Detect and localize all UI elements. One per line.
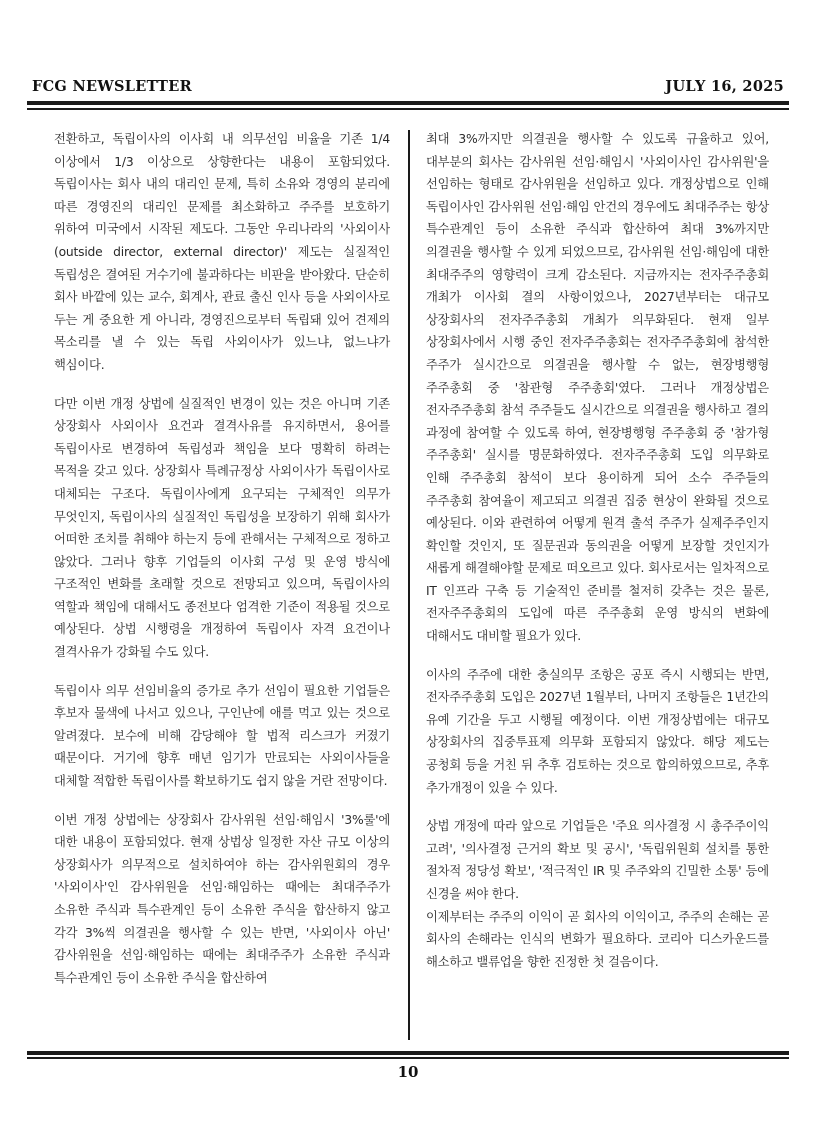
page-number: 10	[397, 1063, 419, 1081]
left-paragraph-4: 이번 개정 상법에는 상장회사 감사위원 선임·해임시 '3%룰'에 대한 내용이 포함되었다. 현재 상법상 일정한 자산 규모 이상의 상장회사가 의무적으로 설치하여야 하는 감사위원회의 경우 '사외이사'인 감사위원을 선임·해임하는 때에는 최대주주가 소유한 주식과 특수관계인 등이 소유한 주식을 합산하지 않고 각각 3%씩 의결권을 행사할 수 있는 반면, '사외이사 아닌' 감사위원을 선임·해임하는 때에는 최대주주가 소유한 주식과 특수관계인 등이 소유한 주식을 합산하여	[54, 812, 390, 985]
footer-rule-thick	[27, 1051, 789, 1055]
issue-date: JULY 16, 2025	[665, 78, 784, 95]
left-paragraph-1: 전환하고, 독립이사의 이사회 내 의무선임 비율을 기존 1/4 이상에서 1/3 이상으로 상향한다는 내용이 포함되었다. 독립이사는 회사 내의 대리인 문제, 특히 소유와 경영의 분리에 따른 경영진의 대리인 문제를 최소화하고 주주를 보호하기 위하여 미국에서 시작된 제도다. 그동안 우리나라의 '사외이사(outside director, external director)' 제도는 실질적인 독립성은 결여된 거수기에 불과하다는 비판을 받아왔다. 단순히 회사 바깥에 있는 교수, 회계사, 관료 출신 인사 등을 사외이사로 두는 게 중요한 게 아니라, 경영진으로부터 독립돼 있어 견제의 목소리를 낼 수 있는 독립 사외이사가 있느냐, 없느냐가 핵심이다.	[54, 132, 390, 372]
right-paragraph-3: 상법 개정에 따라 앞으로 기업들은 '주요 의사결정 시 총주주이익 고려', '의사결정 근거의 확보 및 공시', '독립위원회 설치를 통한 절차적 정당성 확보', '적극적인 IR 및 주주와의 긴밀한 소통' 등에 신경을 써야 한다.	[426, 819, 769, 901]
column-divider	[408, 130, 410, 1040]
right-column	[426, 128, 769, 989]
header-rule-thick	[27, 101, 789, 105]
header-rule-thin	[27, 108, 789, 110]
newsletter-title: FCG NEWSLETTER	[32, 78, 192, 95]
right-paragraph-1: 최대 3%까지만 의결권을 행사할 수 있도록 규율하고 있어, 대부분의 회사는 감사위원 선임·해임시 '사외이사인 감사위원'을 선임하는 형태로 감사위원을 선임하고 있다. 개정상법으로 인해 독립이사인 감사위원 선임·해임 안건의 경우에도 최대주주는 항상 특수관계인 등이 소유한 주식과 합산하여 최대 3%까지만 의결권을 행사할 수 있게 되었으므로, 감사위원 선임·해임에 대한 최대주주의 영향력이 크게 감소된다. 지금까지는 전자주주총회 개최가 이사회 결의 사항이었으나, 2027년부터는 대규모 상장회사의 전자주주총회 개최가 의무화된다. 현재 일부 상장회사에서 시행 중인 전자주주총회는 전자주주총회에 참석한 주주가 실시간으로 의결권을 행사할 수 없는, 현장병행형 주주총회 중 '참관형 주주총회'였다. 그러나 개정상법은 전자주주총회 참석 주주들도 실시간으로 의결권을 행사하고 결의 과정에 참여할 수 있도록 하여, 현장병행형 주주총회 중 '참가형 주주총회' 실시를 명문화하였다. 전자주주총회 도입 의무화로 인해 주주총회 참석이 보다 용이하게 되어 소수 주주들의 주주총회 참여율이 제고되고 의결권 집중 현상이 완화될 것으로 예상된다. 이와 관련하여 어떻게 원격 출석 주주가 실제주주인지 확인할 것인지, 또 질문권과 동의권을 어떻게 보장할 것인지가 새롭게 해결해야할 문제로 떠오르고 있다. 회사로서는 일차적으로 IT 인프라 구축 등 기술적인 준비를 철저히 갖추는 것은 물론, 전자주주총회의 도입에 따른 주주총회 운영 방식의 변화에 대해서도 대비할 필요가 있다.	[426, 132, 769, 644]
right-paragraph-4: 이제부터는 주주의 이익이 곧 회사의 이익이고, 주주의 손해는 곧 회사의 손해라는 인식의 변화가 필요하다. 코리아 디스카운드를 해소하고 밸류업을 향한 진정한 첫 걸음이다.	[426, 909, 769, 969]
left-column	[54, 128, 390, 1005]
footer-rule-thin	[27, 1057, 789, 1059]
right-paragraph-2: 이사의 주주에 대한 충실의무 조항은 공포 즉시 시행되는 반면, 전자주주총회 도입은 2027년 1월부터, 나머지 조항들은 1년간의 유예 기간을 두고 시행될 예정이다. 이번 개정상법에는 대규모 상장회사의 집중투표제 의무화 포함되지 않았다. 해당 제도는 공청회 등을 거친 뒤 추후 검토하는 것으로 합의하였으므로, 추후 추가개정이 있을 수 있다.	[426, 667, 769, 795]
left-paragraph-2: 다만 이번 개정 상법에 실질적인 변경이 있는 것은 아니며 기존 상장회사 사외이사 요건과 결격사유를 유지하면서, 용어를 독립이사로 변경하여 독립성과 책임을 보다 명확히 하려는 목적을 갖고 있다. 상장회사 특례규정상 사외이사가 독립이사로 대체되는 구조다. 독립이사에게 요구되는 구체적인 의무가 무엇인지, 독립이사의 실질적인 독립성을 보장하기 위해 회사가 어떠한 조치를 취해야 하는지 등에 관해서는 구체적으로 정하고 않았다. 그러나 향후 기업들의 이사회 구성 및 운영 방식에 구조적인 변화를 초래할 것으로 전망되고 있으며, 독립이사의 역할과 책임에 대해서도 종전보다 엄격한 기준이 적용될 것으로 예상된다. 상법 시행령을 개정하여 독립이사 자격 요건이나 결격사유가 강화될 수도 있다.	[54, 396, 390, 660]
left-paragraph-3: 독립이사 의무 선임비율의 증가로 추가 선임이 필요한 기업들은 후보자 물색에 나서고 있으나, 구인난에 애를 먹고 있는 것으로 알려졌다. 보수에 비해 감당해야 할 법적 리스크가 커졌기 때문이다. 거기에 향후 매년 임기가 만료되는 사외이사들을 대체할 적합한 독립이사를 확보하기도 쉽지 않을 거란 전망이다.	[54, 683, 390, 789]
